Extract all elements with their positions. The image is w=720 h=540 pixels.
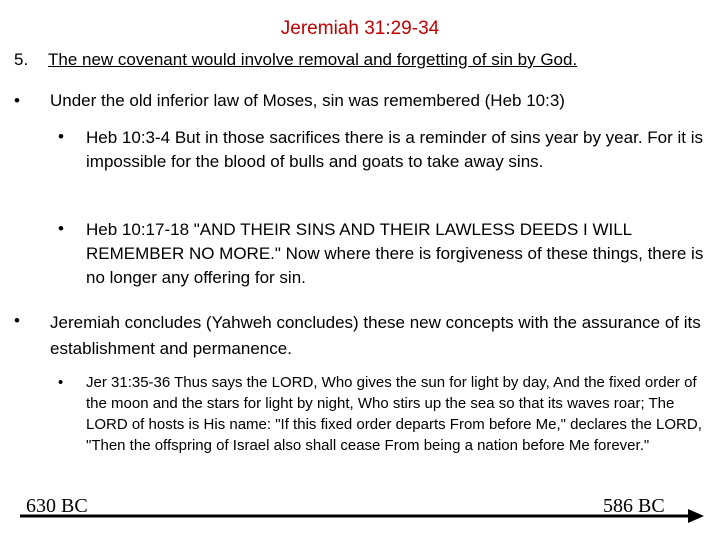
point-text: The new covenant would involve removal and forgetting of sin by God. — [48, 50, 578, 69]
sub-bullet-heb-10-17: Heb 10:17-18 "AND THEIR SINS AND THEIR LAWLESS DEEDS I WILL REMEMBER NO MORE." Now where there is forgiveness of these things, there is no longer any offering for sin. — [86, 220, 704, 287]
sub-bullet-marker: • — [58, 374, 64, 391]
bullet-marker: • — [14, 311, 20, 330]
timeline-end-label: 586 BC — [603, 495, 665, 517]
bullet-old-law: Under the old inferior law of Moses, sin was remembered (Heb 10:3) — [50, 91, 565, 110]
bullet-marker: • — [14, 91, 20, 110]
point-heading — [14, 49, 577, 71]
bullet-jeremiah-concludes: Jeremiah concludes (Yahweh concludes) these new concepts with the assurance of its establishment and permanence. — [50, 313, 701, 358]
slide-title: Jeremiah 31:29-34 — [280, 18, 440, 39]
sub-bullet-jer-31-35: Jer 31:35-36 Thus says the LORD, Who gives the sun for light by day, And the fixed order of the moon and the stars for light by night, Who stirs up the sea so that its waves roar; The LORD of hosts is His name: "If this fixed order departs From before Me," declares the LORD, "Then the offspring of Israel also shall cease From being a nation before Me forever." — [86, 374, 702, 454]
timeline-start-label: 630 BC — [26, 495, 88, 517]
sub-bullet-marker: • — [58, 219, 64, 238]
sub-bullet-marker: • — [58, 127, 64, 146]
arrow-head-icon — [688, 509, 704, 523]
sub-bullet-heb-10-3: Heb 10:3-4 But in those sacrifices there is a reminder of sins year by year. For it is impossible for the blood of bulls and goats to take away sins. — [86, 128, 703, 171]
point-number: 5. — [14, 50, 29, 69]
